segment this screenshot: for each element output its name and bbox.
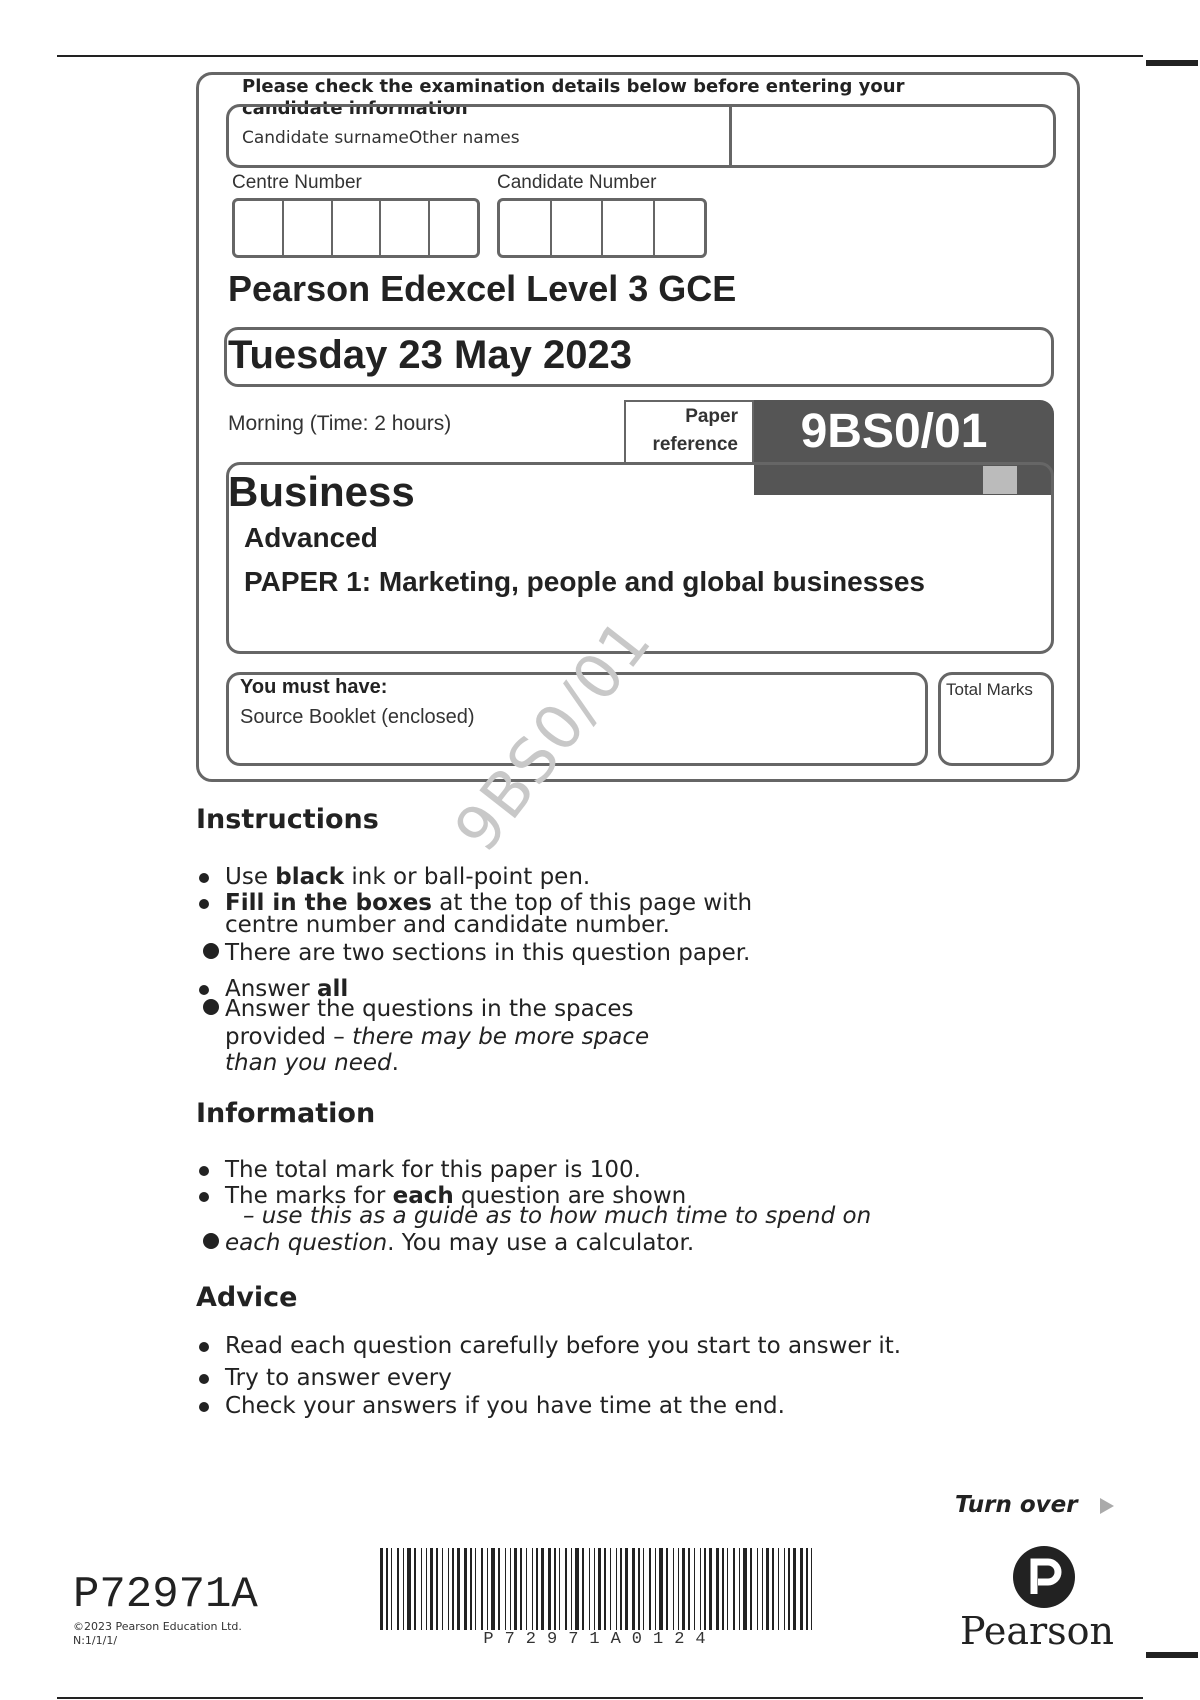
paper-code-watermark: 9BS0/01 [440,604,666,865]
information-item: The marks for each question are shown [225,1183,686,1209]
barcode-bar [380,1548,383,1630]
barcode-bar [407,1548,411,1630]
instruction-item-continued: provided – there may be more space [225,1024,650,1050]
barcode-bar [700,1548,701,1630]
barcode-bar [457,1548,460,1630]
barcode-bar [397,1548,399,1630]
barcode-bar [643,1548,644,1630]
candidate-digit-box[interactable] [552,201,604,255]
exam-board-title: Pearson Edexcel Level 3 GCE [228,268,737,309]
barcode [380,1548,820,1630]
barcode-bar [514,1548,517,1630]
barcode-bar [632,1548,635,1630]
candidate-number-label: Candidate Number [497,172,657,193]
barcode-bar [559,1548,560,1630]
candidate-digit-box[interactable] [603,201,655,255]
barcode-bar [682,1548,685,1630]
advice-item: Check your answers if you have time at the end. [225,1393,785,1419]
paper-name: Marketing, people and global businesses [378,566,925,597]
information-item: each question. You may use a calculator. [225,1230,694,1256]
barcode-bar [414,1548,416,1630]
barcode-bar [430,1548,433,1630]
barcode-bar [598,1548,601,1630]
advice-heading: Advice [196,1282,298,1313]
barcode-bar [386,1548,388,1630]
centre-digit-box[interactable] [430,201,477,255]
barcode-bar [743,1548,747,1630]
barcode-bar [762,1548,763,1630]
centre-number-label: Centre Number [232,172,362,193]
pearson-logo-circle-icon [1013,1546,1075,1608]
barcode-bar [778,1548,779,1630]
paper-reference-label: Paper reference [652,406,738,455]
barcode-bar [470,1548,472,1630]
bullet-icon [203,1233,219,1249]
barcode-bar [548,1548,551,1630]
registration-mark-top [1146,60,1198,66]
barcode-bar [582,1548,584,1630]
barcode-bar [452,1548,454,1630]
barcode-bar [733,1548,735,1630]
barcode-bar [750,1548,752,1630]
barcode-bar [554,1548,556,1630]
barcode-bar [649,1548,651,1630]
bullet-icon [199,1166,209,1176]
centre-digit-box[interactable] [381,201,430,255]
paper-number: PAPER 1: [244,566,372,597]
barcode-bar [491,1548,495,1630]
barcode-bar [694,1548,695,1630]
top-rule [57,55,1143,57]
instruction-item: Fill in the boxes at the top of this page with [225,890,752,916]
registration-mark-bottom [1146,1652,1198,1658]
candidate-digit-box[interactable] [500,201,552,255]
barcode-bar [403,1548,404,1630]
barcode-bar [625,1548,628,1630]
barcode-bar [520,1548,522,1630]
instruction-item: There are two sections in this question paper. [225,940,750,966]
centre-number-boxes[interactable] [232,198,480,258]
barcode-bar [571,1548,572,1630]
barcode-bar [757,1548,758,1630]
barcode-bar [784,1548,785,1630]
centre-digit-box[interactable] [284,201,333,255]
centre-digit-box[interactable] [333,201,382,255]
barcode-bar [604,1548,606,1630]
candidate-surname-label: Candidate surname [242,128,409,148]
barcode-bar [594,1548,595,1630]
barcode-bar [532,1548,533,1630]
barcode-bar [464,1548,467,1630]
name-box-divider [729,104,732,168]
check-details-notice: Please check the examination details below before entering your candidate information [242,76,905,119]
barcode-bar [536,1548,538,1630]
barcode-bar [620,1548,622,1630]
barcode-bar [616,1548,617,1630]
subject-title: Business [228,468,415,515]
barcode-bar [421,1548,422,1630]
barcode-bar [487,1548,488,1630]
barcode-bar [610,1548,611,1630]
instruction-item-continued: than you need. [225,1050,399,1076]
bullet-icon [199,1192,209,1202]
candidate-digit-box[interactable] [655,201,705,255]
paper-code: 9BS0/01 [800,405,988,458]
instruction-item: Answer all [225,976,348,1002]
barcode-bar [800,1548,803,1630]
barcode-bar [709,1548,712,1630]
paper-title [244,566,925,598]
qualification-level: Advanced [244,522,378,553]
session-time: Morning (Time: 2 hours) [228,412,452,435]
barcode-bar [716,1548,719,1630]
bullet-icon [199,873,209,883]
barcode-bar [475,1548,476,1630]
copyright-notice [73,1620,242,1648]
barcode-bar [688,1548,690,1630]
information-item-continued: – use this as a guide as to how much time to spend on [243,1203,872,1229]
barcode-bar [541,1548,544,1630]
barcode-bar [526,1548,527,1630]
barcode-bar [638,1548,640,1630]
barcode-bar [739,1548,740,1630]
turn-over-arrow-icon [1100,1498,1114,1514]
barcode-bar [575,1548,579,1630]
bullet-icon [203,943,219,959]
barcode-bar [806,1548,808,1630]
information-heading: Information [196,1098,376,1129]
turn-over-label: Turn over [955,1492,1078,1518]
barcode-bar [448,1548,449,1630]
exam-date: Tuesday 23 May 2023 [228,333,632,377]
instruction-item: Use black ink or ball-point pen. [225,864,590,890]
barcode-bar [793,1548,796,1630]
barcode-bar [426,1548,427,1630]
barcode-bar [722,1548,724,1630]
other-names-label: Other names [408,128,520,148]
barcode-bar [666,1548,668,1630]
bullet-icon [199,985,209,995]
barcode-bar [772,1548,774,1630]
barcode-bar [673,1548,674,1630]
barcode-bar [442,1548,443,1630]
information-item: The total mark for this paper is 100. [225,1157,641,1183]
barcode-bar [481,1548,483,1630]
centre-digit-box[interactable] [235,201,284,255]
instruction-item-continued: centre number and candidate number. [225,912,670,938]
barcode-bar [766,1548,769,1630]
instruction-item: Answer the questions in the spaces [225,996,634,1022]
barcode-bar [391,1548,392,1630]
barcode-text: P72971A0124 [380,1630,820,1649]
barcode-bar [498,1548,500,1630]
barcode-bar [659,1548,663,1630]
barcode-bar [436,1548,438,1630]
barcode-bar [589,1548,590,1630]
paper-code-corner-mark [983,466,1017,494]
pearson-logo-wordmark: Pearson [959,1609,1115,1653]
must-have-label: You must have: [240,676,388,698]
barcode-bar [655,1548,656,1630]
pearson-logo [959,1544,1115,1654]
barcode-bar [788,1548,790,1630]
print-code: N:1/1/1/ [73,1634,118,1647]
bullet-icon [203,999,219,1015]
candidate-name-labels [242,128,520,148]
barcode-bar [678,1548,679,1630]
bullet-icon [199,899,209,909]
barcode-bar [727,1548,728,1630]
must-have-item: Source Booklet (enclosed) [240,706,475,728]
bullet-icon [199,1402,209,1412]
barcode-bar [510,1548,511,1630]
bottom-rule [57,1697,1143,1699]
barcode-bar [565,1548,567,1630]
advice-item: Try to answer every [225,1365,452,1391]
advice-item: Read each question carefully before you start to answer it. [225,1333,901,1359]
bullet-icon [199,1374,209,1384]
paper-id: P72971A [73,1570,258,1620]
candidate-number-boxes[interactable] [497,198,707,258]
barcode-bar [704,1548,706,1630]
barcode-bar [505,1548,506,1630]
copyright-text: ©2023 Pearson Education Ltd. [73,1620,242,1633]
bullet-icon [199,1342,209,1352]
barcode-bar [811,1548,812,1630]
instructions-heading: Instructions [196,804,379,835]
total-marks-label: Total Marks [946,680,1033,699]
